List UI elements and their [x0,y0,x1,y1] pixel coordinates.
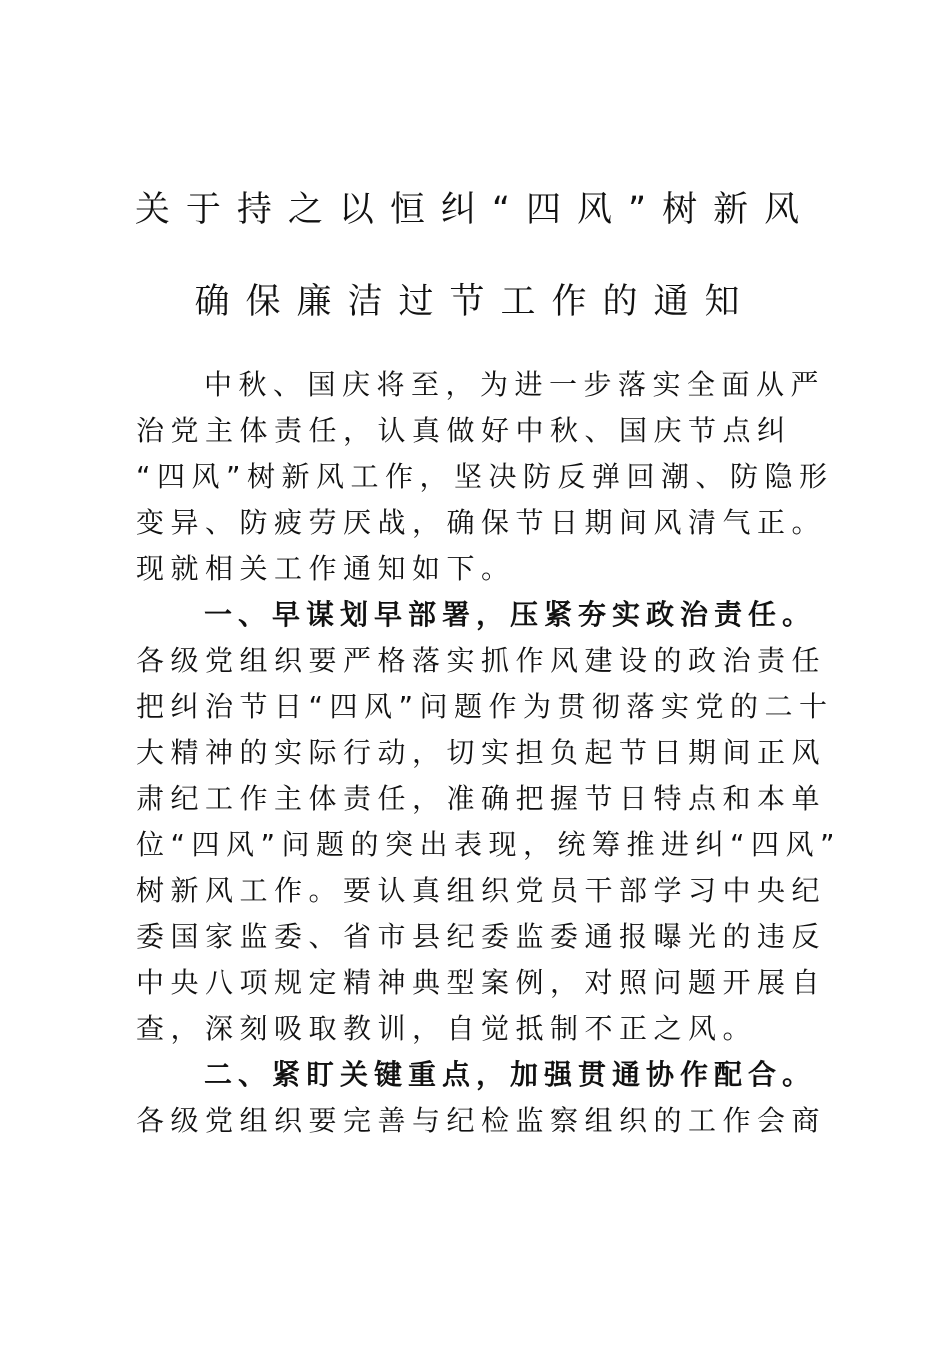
section-1-line: 中央八项规定精神典型案例，对照问题开展自 [136,966,827,999]
paragraph-intro-line: 变异、防疲劳厌战，确保节日期间风清气正。 [136,506,827,539]
section-1-line: 位“四风”问题的突出表现，统筹推进纠“四风” [136,828,842,861]
section-1-line: 委国家监委、省市县纪委监委通报曝光的违反 [136,920,827,953]
section-1-line: 肃纪工作主体责任，准确把握节日特点和本单 [136,782,827,815]
section-1-line: 把纠治节日“四风”问题作为贯彻落实党的二十 [136,690,834,723]
section-heading-1: 一、早谋划早部署，压紧夯实政治责任。 [204,598,817,631]
title-line-1: 关于持之以恒纠“四风”树新风 [134,190,816,230]
section-1-line: 各级党组织要严格落实抓作风建设的政治责任 [136,644,827,677]
paragraph-intro-line: 现就相关工作通知如下。 [136,552,516,585]
section-1-line: 树新风工作。要认真组织党员干部学习中央纪 [136,874,827,907]
section-heading-2: 二、紧盯关键重点，加强贯通协作配合。 [204,1058,817,1091]
section-1-line: 查，深刻吸取教训，自觉抵制不正之风。 [136,1012,758,1045]
title-line-2: 确保廉洁过节工作的通知 [194,282,756,322]
document-title [0,186,950,326]
section-2-line: 各级党组织要完善与纪检监察组织的工作会商 [136,1104,827,1137]
paragraph-intro-line: 中秋、国庆将至，为进一步落实全面从严 [204,368,826,401]
paragraph-intro-line: “四风”树新风工作，坚决防反弹回潮、防隐形 [136,460,834,493]
section-1-line: 大精神的实际行动，切实担负起节日期间正风 [136,736,827,769]
paragraph-intro-line: 治党主体责任，认真做好中秋、国庆节点纠 [136,414,792,447]
document-body [136,362,842,1144]
